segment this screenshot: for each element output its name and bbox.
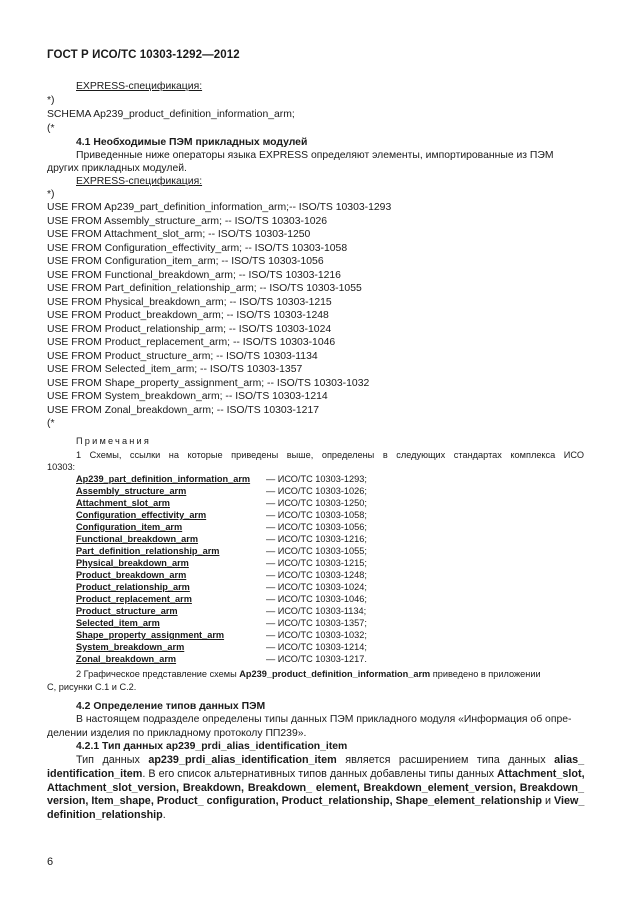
use-from-line: USE FROM Product_relationship_arm; -- ISO/TS 10303-1024 <box>47 324 332 335</box>
word: является <box>345 754 391 766</box>
use-from-line: USE FROM Functional_breakdown_arm; -- ISO/TS 10303-1216 <box>47 270 341 281</box>
note-2-line1 <box>76 668 541 680</box>
section-4-2-1-p-line2 <box>47 768 584 781</box>
type-list: version, Item_shape, Product_ configuration, Product_relationship, Shape_element_relationship <box>47 795 542 807</box>
note-2-text-a: 2 Графическое представление схемы <box>76 669 240 679</box>
type-name: identification_item <box>47 768 143 780</box>
schema-ref: — ИСО/ТС 10303-1216; <box>266 534 367 544</box>
use-from-line: USE FROM Configuration_item_arm; -- ISO/TS 10303-1056 <box>47 256 324 267</box>
comment-end: *) <box>47 189 55 200</box>
schema-ref: — ИСО/ТС 10303-1248; <box>266 570 367 580</box>
schema-name: Assembly_structure_arm <box>76 486 187 496</box>
use-from-line: USE FROM System_breakdown_arm; -- ISO/TS 10303-1214 <box>47 391 328 402</box>
schema-name: Product_relationship_arm <box>76 582 190 592</box>
schema-ref: — ИСО/ТС 10303-1215; <box>266 558 367 568</box>
section-4-2-1-p-line3: Attachment_slot_version, Breakdown, Breakdown_ element, Breakdown_element_version, Breakdown_ <box>47 782 584 794</box>
use-from-line: USE FROM Product_breakdown_arm; -- ISO/TS 10303-1248 <box>47 310 329 321</box>
note-2-schema: Ap239_product_definition_information_arm <box>239 669 431 679</box>
comment-start: (* <box>47 418 55 429</box>
section-4-1-intro-line1: Приведенные ниже операторы языка EXPRESS определяют элементы, импортированные из ПЭМ <box>76 150 554 161</box>
word: данных <box>508 754 546 766</box>
schema-name: Functional_breakdown_arm <box>76 534 199 544</box>
section-4-2-1-title: 4.2.1 Тип данных ap239_prdi_alias_identification_item <box>76 741 348 752</box>
schema-ref: — ИСО/ТС 10303-1055; <box>266 546 367 556</box>
schema-name: Ap239_part_definition_information_arm <box>76 474 251 484</box>
schema-name: Physical_breakdown_arm <box>76 558 189 568</box>
schema-name: Configuration_effectivity_arm <box>76 510 207 520</box>
use-from-line: USE FROM Selected_item_arm; -- ISO/TS 10303-1357 <box>47 364 303 375</box>
text: . <box>162 809 166 821</box>
note-2-text-b: приведено в приложении <box>430 669 541 679</box>
schema-name: Product_structure_arm <box>76 606 178 616</box>
schema-name: Product_replacement_arm <box>76 594 192 604</box>
schema-name: Shape_property_assignment_arm <box>76 630 225 640</box>
use-from-line: USE FROM Product_structure_arm; -- ISO/TS 10303-1134 <box>47 351 318 362</box>
section-4-2-1-p-line5 <box>47 809 166 822</box>
use-from-line: USE FROM Assembly_structure_arm; -- ISO/TS 10303-1026 <box>47 216 328 227</box>
schema-ref: — ИСО/ТС 10303-1250; <box>266 498 367 508</box>
use-from-line: USE FROM Product_replacement_arm; -- ISO/TS 10303-1046 <box>47 337 336 348</box>
section-4-2-title: 4.2 Определение типов данных ПЭМ <box>76 701 266 712</box>
schema-ref: — ИСО/ТС 10303-1293; <box>266 474 367 484</box>
schema-ref: — ИСО/ТС 10303-1026; <box>266 486 367 496</box>
use-from-line: USE FROM Zonal_breakdown_arm; -- ISO/TS 10303-1217 <box>47 405 320 416</box>
express-spec-label: EXPRESS-спецификация: <box>76 81 203 92</box>
word: Тип <box>76 754 94 766</box>
section-4-2-1-p-line4 <box>47 795 584 808</box>
word: типа <box>476 754 500 766</box>
note-2-line2: С, рисунки С.1 и С.2. <box>47 682 137 692</box>
document-header: ГОСТ Р ИСО/ТС 10303-1292—2012 <box>47 49 240 61</box>
schema-name: Part_definition_relationship_arm <box>76 546 220 556</box>
section-4-2-1-p-line1 <box>76 754 584 767</box>
text: . В его список альтернативных типов данных добавлены типы данных <box>142 768 497 780</box>
schema-ref: — ИСО/ТС 10303-1357; <box>266 618 367 628</box>
schema-name: Attachment_slot_arm <box>76 498 170 508</box>
schema-ref: — ИСО/ТС 10303-1024; <box>266 582 367 592</box>
schema-name: Product_breakdown_arm <box>76 570 187 580</box>
comment-start: (* <box>47 123 55 134</box>
schema-ref: — ИСО/ТС 10303-1134; <box>266 606 367 616</box>
schema-ref: — ИСО/ТС 10303-1217. <box>266 654 367 664</box>
type-name: alias_ <box>554 754 585 766</box>
section-4-2-p1-line2: делении изделия по прикладному протоколу ПП239». <box>47 728 307 739</box>
schema-name: Configuration_item_arm <box>76 522 183 532</box>
section-4-1-title: 4.1 Необходимые ПЭМ прикладных модулей <box>76 137 308 148</box>
schema-line: SCHEMA Ap239_product_definition_information_arm; <box>47 109 295 120</box>
schema-ref: — ИСО/ТС 10303-1032; <box>266 630 367 640</box>
section-4-1-intro-line2: других прикладных модулей. <box>47 163 187 174</box>
type-name: ap239_prdi_alias_identification_item <box>148 754 337 766</box>
schema-name: Zonal_breakdown_arm <box>76 654 177 664</box>
page-number: 6 <box>47 856 54 868</box>
schema-ref: — ИСО/ТС 10303-1058; <box>266 510 367 520</box>
schema-ref: — ИСО/ТС 10303-1056; <box>266 522 367 532</box>
comment-end: *) <box>47 95 55 106</box>
note-1-line2: 10303: <box>47 462 76 472</box>
section-4-2-p1-line1: В настоящем подразделе определены типы данных ПЭМ прикладного модуля «Информация об опре- <box>76 714 572 725</box>
express-spec-label: EXPRESS-спецификация: <box>76 176 203 187</box>
word: расширением <box>398 754 469 766</box>
use-from-line: USE FROM Attachment_slot_arm; -- ISO/TS 10303-1250 <box>47 229 311 240</box>
notes-title: Примечания <box>76 436 152 446</box>
word: данных <box>102 754 140 766</box>
use-from-line: USE FROM Configuration_effectivity_arm; -- ISO/TS 10303-1058 <box>47 243 348 254</box>
schema-name: System_breakdown_arm <box>76 642 185 652</box>
type-name: View_ <box>554 795 585 807</box>
use-from-line: USE FROM Ap239_part_definition_information_arm;-- ISO/TS 10303-1293 <box>47 202 392 213</box>
schema-ref: — ИСО/ТС 10303-1214; <box>266 642 367 652</box>
schema-name: Selected_item_arm <box>76 618 160 628</box>
type-name: Attachment_slot, <box>497 768 585 780</box>
use-from-line: USE FROM Part_definition_relationship_arm; -- ISO/TS 10303-1055 <box>47 283 362 294</box>
note-1-line1: 1 Схемы, ссылки на которые приведены выше, определены в следующих стандартах комплекса ИСО <box>76 450 584 460</box>
use-from-line: USE FROM Physical_breakdown_arm; -- ISO/TS 10303-1215 <box>47 297 332 308</box>
type-name: definition_relationship <box>47 809 163 821</box>
use-from-line: USE FROM Shape_property_assignment_arm; -- ISO/TS 10303-1032 <box>47 378 370 389</box>
text: и <box>541 795 555 807</box>
schema-ref: — ИСО/ТС 10303-1046; <box>266 594 367 604</box>
